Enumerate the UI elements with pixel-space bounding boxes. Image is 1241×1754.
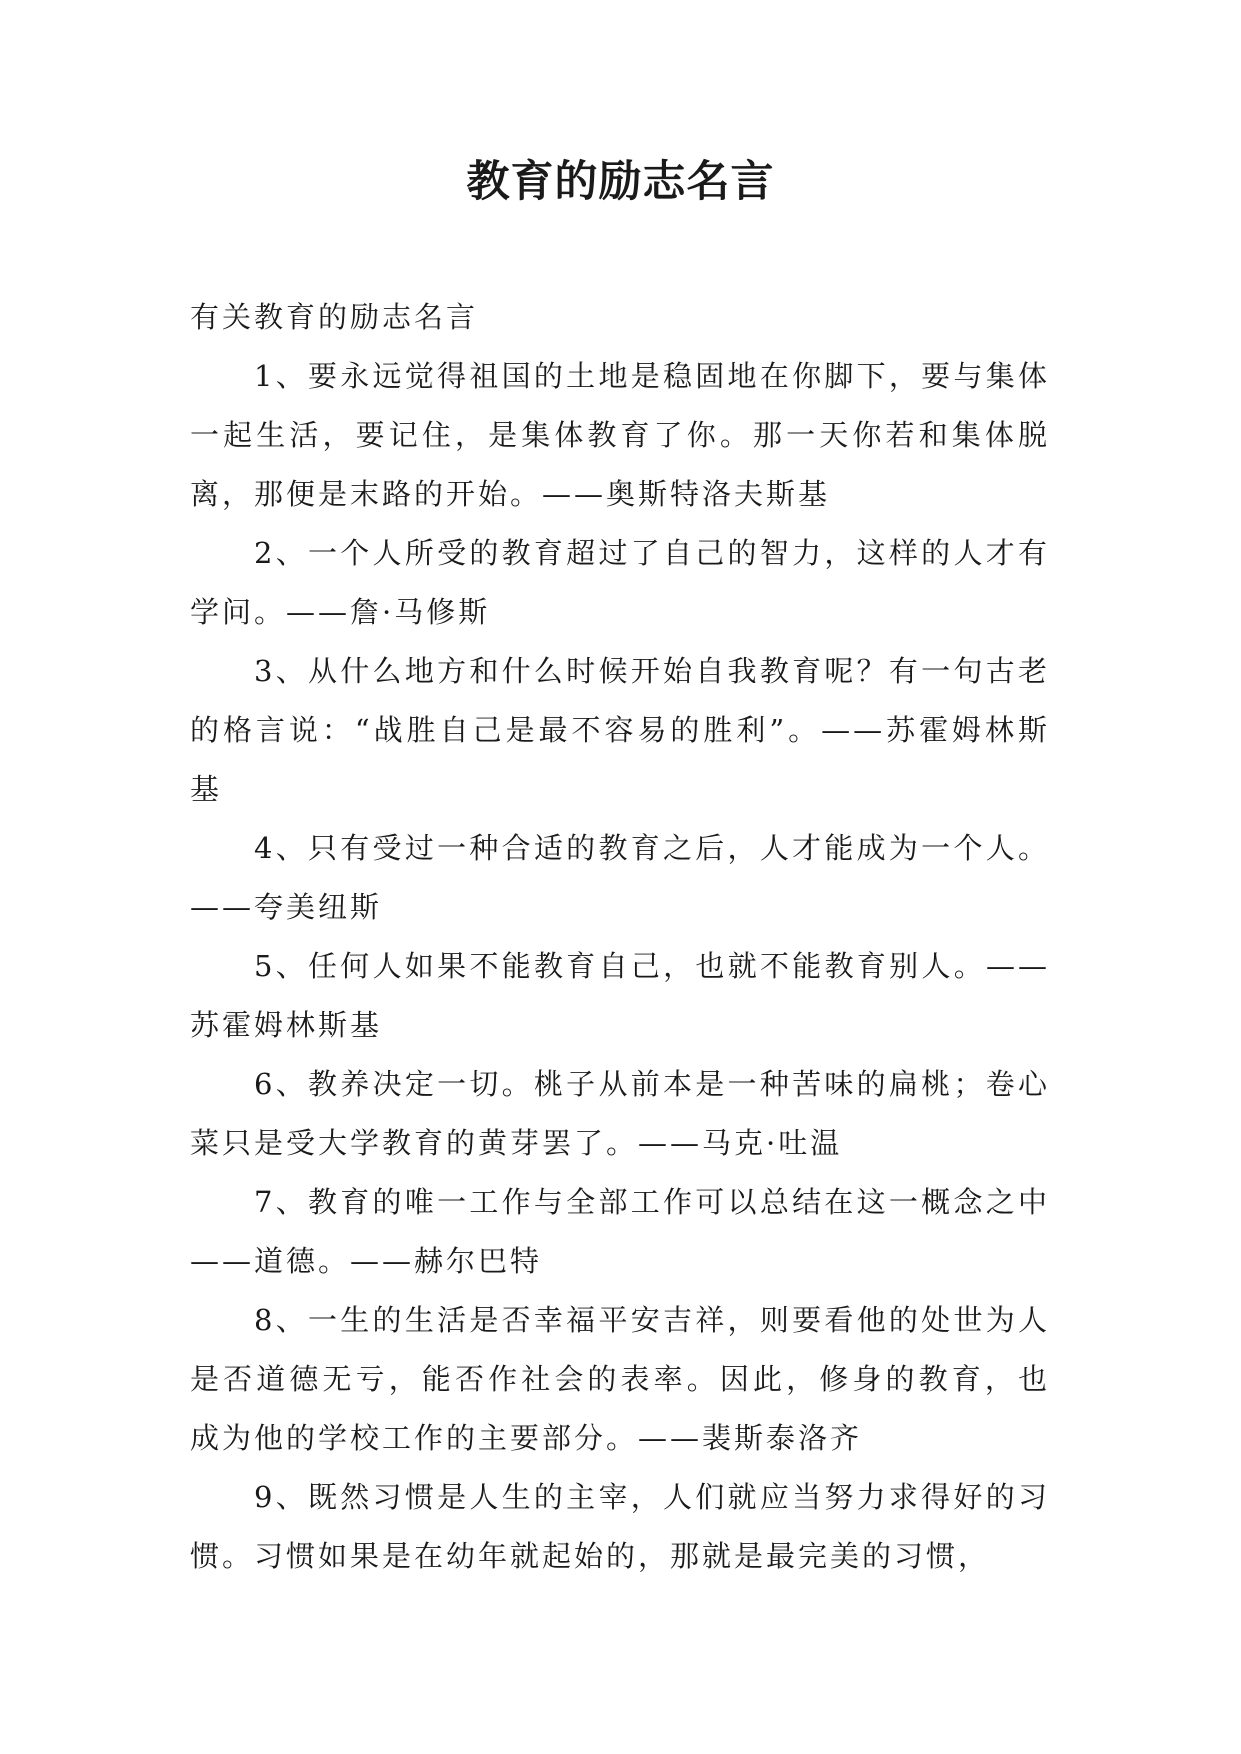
quote-paragraph: 2、一个人所受的教育超过了自己的智力，这样的人才有学问。——詹·马修斯 (190, 536, 1050, 629)
quote-paragraph: 3、从什么地方和什么时候开始自我教育呢？有一句古老的格言说：“战胜自己是最不容易的胜利”。——苏霍姆林斯基 (190, 654, 1050, 806)
document-subtitle: 有关教育的励志名言 (190, 300, 479, 334)
quote-paragraph: 4、只有受过一种合适的教育之后，人才能成为一个人。——夸美纽斯 (190, 831, 1050, 924)
quote-paragraph: 6、教养决定一切。桃子从前本是一种苦味的扁桃；卷心菜只是受大学教育的黄芽罢了。——马克·吐温 (190, 1067, 1050, 1160)
quote-paragraph: 7、教育的唯一工作与全部工作可以总结在这一概念之中——道德。——赫尔巴特 (190, 1185, 1050, 1278)
quote-paragraph: 5、任何人如果不能教育自己，也就不能教育别人。——苏霍姆林斯基 (190, 949, 1050, 1042)
quote-paragraph: 1、要永远觉得祖国的土地是稳固地在你脚下，要与集体一起生活，要记住，是集体教育了你。那一天你若和集体脱离，那便是末路的开始。——奥斯特洛夫斯基 (190, 359, 1050, 511)
document-title: 教育的励志名言 (466, 157, 775, 207)
quote-paragraph: 8、一生的生活是否幸福平安吉祥，则要看他的处世为人是否道德无亏，能否作社会的表率。因此，修身的教育，也成为他的学校工作的主要部分。——裴斯泰洛齐 (190, 1303, 1050, 1455)
quote-paragraph: 9、既然习惯是人生的主宰，人们就应当努力求得好的习惯。习惯如果是在幼年就起始的，那就是最完美的习惯， (190, 1480, 1050, 1573)
document-body (190, 288, 1050, 1586)
